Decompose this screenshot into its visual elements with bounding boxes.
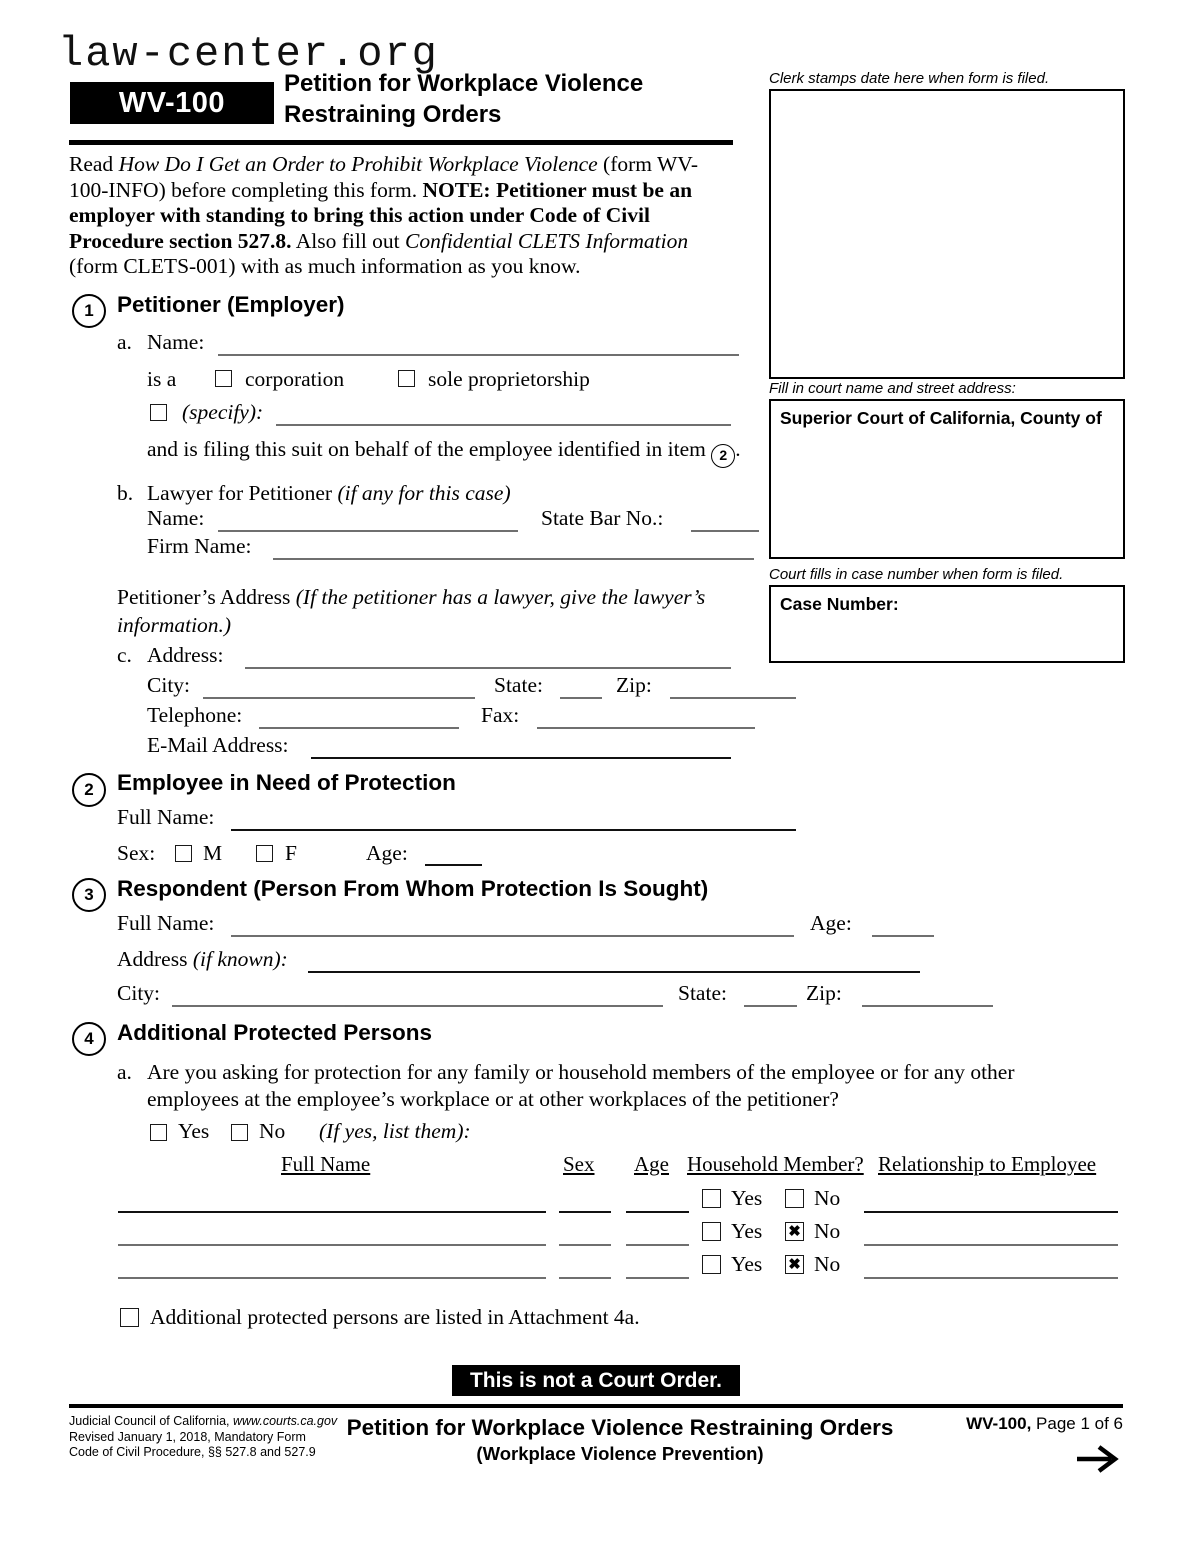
item-1b-label: b. <box>117 481 134 505</box>
respondent-city-label: City: <box>117 981 161 1005</box>
employee-sex-female-label: F <box>285 841 297 865</box>
petitioner-address-heading-text: Petitioner’s Address <box>117 585 296 609</box>
firm-name-input[interactable] <box>273 558 754 560</box>
table-row[interactable] <box>626 1211 689 1213</box>
section-4-question-line1: Are you asking for protection for any family or household members of the employee or for any other <box>147 1060 1015 1084</box>
form-title-line1: Petition for Workplace Violence <box>284 70 644 97</box>
row2-household-no-checkbox[interactable] <box>785 1222 804 1241</box>
footer-page-info <box>930 1414 1123 1434</box>
row3-household-no-label: No <box>814 1252 841 1276</box>
footer-legal-text <box>69 1414 337 1461</box>
respondent-zip-label: Zip: <box>806 981 842 1005</box>
section-4-heading: Additional Protected Persons <box>117 1020 433 1045</box>
protection-yes-label: Yes <box>178 1119 210 1143</box>
petitioner-city-label: City: <box>147 673 191 697</box>
intro-text-3: Also fill out <box>291 228 406 253</box>
form-number-badge: WV-100 <box>70 82 274 124</box>
protection-yes-checkbox[interactable] <box>150 1124 167 1141</box>
table-row[interactable] <box>626 1244 689 1246</box>
column-header-full-name: Full Name <box>281 1152 371 1176</box>
footer-form-number: WV-100, <box>966 1414 1032 1433</box>
employee-age-input[interactable] <box>425 864 482 866</box>
petitioner-address-input[interactable] <box>245 667 731 669</box>
table-row[interactable] <box>864 1211 1118 1213</box>
petitioner-state-label: State: <box>494 673 543 697</box>
table-row[interactable] <box>559 1244 611 1246</box>
petitioner-zip-label: Zip: <box>616 673 652 697</box>
section-4-question-line2: employees at the employee’s workplace or at other workplaces of the petitioner? <box>147 1087 839 1111</box>
not-court-order-banner: This is not a Court Order. <box>452 1365 740 1396</box>
petitioner-address-label: Address: <box>147 643 224 667</box>
respondent-address-input[interactable] <box>308 971 920 973</box>
section-3-heading: Respondent (Person From Whom Protection Is Sought) <box>117 876 709 901</box>
instructions-paragraph <box>69 152 729 280</box>
if-yes-list-label: (If yes, list them): <box>319 1119 471 1143</box>
employee-sex-female-checkbox[interactable] <box>256 845 273 862</box>
lawyer-name-input[interactable] <box>218 530 518 532</box>
intro-bold-note: NOTE: Petitioner must be an employer with standing to bring this action under Code of Civil Procedure section 527.8. <box>69 177 693 253</box>
petitioner-name-label: Name: <box>147 330 205 354</box>
table-row[interactable] <box>118 1211 546 1213</box>
section-2-number: 2 <box>72 773 106 807</box>
employee-sex-label: Sex: <box>117 841 156 865</box>
item-4a-label: a. <box>117 1060 132 1084</box>
case-number-box[interactable] <box>769 585 1125 663</box>
item-2-reference: 2 <box>711 444 735 468</box>
section-1-number: 1 <box>72 294 106 328</box>
item-1c-label: c. <box>117 643 132 667</box>
employee-full-name-label: Full Name: <box>117 805 215 829</box>
respondent-state-input[interactable] <box>744 1005 797 1007</box>
petitioner-zip-input[interactable] <box>670 697 796 699</box>
attachment-4a-checkbox[interactable] <box>120 1308 139 1327</box>
site-watermark: law-center.org <box>58 30 439 78</box>
section-3-number: 3 <box>72 878 106 912</box>
intro-text-2: (form WV-100-INFO) before completing this form. <box>69 152 698 202</box>
lawyer-heading <box>147 481 511 506</box>
table-row[interactable] <box>118 1244 546 1246</box>
row2-household-yes-label: Yes <box>731 1219 763 1243</box>
employee-full-name-input[interactable] <box>231 829 796 831</box>
specify-checkbox[interactable] <box>150 404 167 421</box>
petitioner-city-input[interactable] <box>203 697 475 699</box>
petitioner-telephone-label: Telephone: <box>147 703 243 727</box>
petitioner-email-label: E-Mail Address: <box>147 733 289 757</box>
petitioner-fax-input[interactable] <box>537 727 755 729</box>
intro-text-1: Read <box>69 152 119 176</box>
respondent-full-name-label: Full Name: <box>117 911 215 935</box>
lawyer-heading-text: Lawyer for Petitioner <box>147 481 338 505</box>
form-title-line2: Restraining Orders <box>284 101 502 128</box>
petitioner-address-heading <box>117 583 737 639</box>
behalf-text-pre: and is filing this suit on behalf of the employee identified in item <box>147 437 712 461</box>
footer-legal-line1 <box>69 1414 337 1430</box>
sole-proprietorship-checkbox[interactable] <box>398 370 415 387</box>
intro-italic-1: How Do I Get an Order to Prohibit Workplace Violence <box>118 152 598 176</box>
table-row[interactable] <box>626 1277 689 1279</box>
protection-no-label: No <box>259 1119 286 1143</box>
sole-proprietorship-label: sole proprietorship <box>428 367 590 391</box>
footer-title <box>330 1414 910 1467</box>
next-page-arrow-icon <box>1075 1442 1125 1476</box>
row3-household-yes-checkbox[interactable] <box>702 1255 721 1274</box>
respondent-age-input[interactable] <box>872 935 934 937</box>
respondent-address-label-italic: (if known): <box>192 947 288 971</box>
item-1a-label: a. <box>117 330 132 354</box>
behalf-statement <box>147 437 741 468</box>
row1-household-yes-checkbox[interactable] <box>702 1189 721 1208</box>
intro-italic-2: Confidential CLETS Information <box>405 228 689 253</box>
table-row[interactable] <box>864 1277 1118 1279</box>
row1-household-no-label: No <box>814 1186 841 1210</box>
petitioner-telephone-input[interactable] <box>259 727 459 729</box>
row3-household-no-checkbox[interactable] <box>785 1255 804 1274</box>
court-name-label: Superior Court of California, County of <box>780 408 1102 428</box>
court-name-box[interactable] <box>769 399 1125 559</box>
corporation-label: corporation <box>245 367 345 391</box>
petitioner-state-input[interactable] <box>560 697 602 699</box>
row2-household-no-label: No <box>814 1219 841 1243</box>
respondent-zip-input[interactable] <box>862 1005 993 1007</box>
petitioner-fax-label: Fax: <box>481 703 520 727</box>
footer-title-line2: (Workplace Violence Prevention) <box>476 1443 764 1464</box>
section-1-heading: Petitioner (Employer) <box>117 292 345 317</box>
footer-legal-line2: Revised January 1, 2018, Mandatory Form <box>69 1429 306 1444</box>
clerk-stamp-box[interactable] <box>769 89 1125 379</box>
column-header-household-member: Household Member? <box>687 1152 864 1176</box>
protection-no-checkbox[interactable] <box>231 1124 248 1141</box>
respondent-state-label: State: <box>678 981 727 1005</box>
column-header-age: Age <box>634 1152 669 1176</box>
row1-household-no-checkbox[interactable] <box>785 1189 804 1208</box>
specify-input[interactable] <box>276 424 731 426</box>
respondent-address-label <box>117 947 288 972</box>
case-number-caption: Court fills in case number when form is filed. <box>769 566 1064 583</box>
row3-household-no-check-mark: ✖ <box>788 1256 801 1273</box>
employee-age-label: Age: <box>366 841 408 865</box>
table-row[interactable] <box>559 1211 611 1213</box>
header-divider <box>69 140 733 145</box>
row2-household-yes-checkbox[interactable] <box>702 1222 721 1241</box>
petitioner-name-input[interactable] <box>218 354 739 356</box>
respondent-city-input[interactable] <box>172 1005 663 1007</box>
table-row[interactable] <box>864 1244 1118 1246</box>
footer-legal-line3: Code of Civil Procedure, §§ 527.8 and 527.9 <box>69 1445 316 1459</box>
state-bar-input[interactable] <box>691 530 759 532</box>
firm-name-label: Firm Name: <box>147 534 252 558</box>
row3-household-yes-label: Yes <box>731 1252 763 1276</box>
is-a-label: is a <box>147 367 177 391</box>
table-row[interactable] <box>118 1277 546 1279</box>
lawyer-name-label: Name: <box>147 506 205 530</box>
case-number-label: Case Number: <box>780 594 899 614</box>
corporation-checkbox[interactable] <box>215 370 232 387</box>
court-name-caption: Fill in court name and street address: <box>769 380 1016 397</box>
employee-sex-male-label: M <box>203 841 223 865</box>
footer-council-text: Judicial Council of California, <box>69 1414 233 1428</box>
footer-page-number: Page 1 of 6 <box>1031 1414 1123 1433</box>
employee-sex-male-checkbox[interactable] <box>175 845 192 862</box>
intro-text-4: (form CLETS-001) with as much information as you know. <box>69 254 581 279</box>
table-row[interactable] <box>559 1277 611 1279</box>
column-header-sex: Sex <box>563 1152 595 1176</box>
section-4-number: 4 <box>72 1022 106 1056</box>
column-header-relationship: Relationship to Employee <box>878 1152 1097 1176</box>
row2-household-no-check-mark: ✖ <box>788 1223 801 1240</box>
lawyer-heading-italic: (if any for this case) <box>337 481 511 505</box>
specify-label: (specify): <box>182 400 264 424</box>
respondent-full-name-input[interactable] <box>231 935 794 937</box>
respondent-age-label: Age: <box>810 911 852 935</box>
footer-courts-url: www.courts.ca.gov <box>232 1414 338 1428</box>
attachment-4a-label: Additional protected persons are listed in Attachment 4a. <box>150 1305 640 1329</box>
respondent-address-label-text: Address <box>117 947 193 971</box>
behalf-text-post: . <box>735 437 741 461</box>
footer-divider <box>69 1404 1123 1408</box>
row1-household-yes-label: Yes <box>731 1186 763 1210</box>
footer-title-line1: Petition for Workplace Violence Restraining Orders <box>346 1415 894 1440</box>
section-2-heading: Employee in Need of Protection <box>117 770 456 795</box>
petitioner-email-input[interactable] <box>311 757 731 759</box>
petitioner-address-heading-italic: (If the petitioner has a lawyer, give the lawyer’s information.) <box>117 585 706 637</box>
clerk-stamp-caption: Clerk stamps date here when form is filed. <box>769 70 1050 87</box>
state-bar-label: State Bar No.: <box>541 506 664 530</box>
